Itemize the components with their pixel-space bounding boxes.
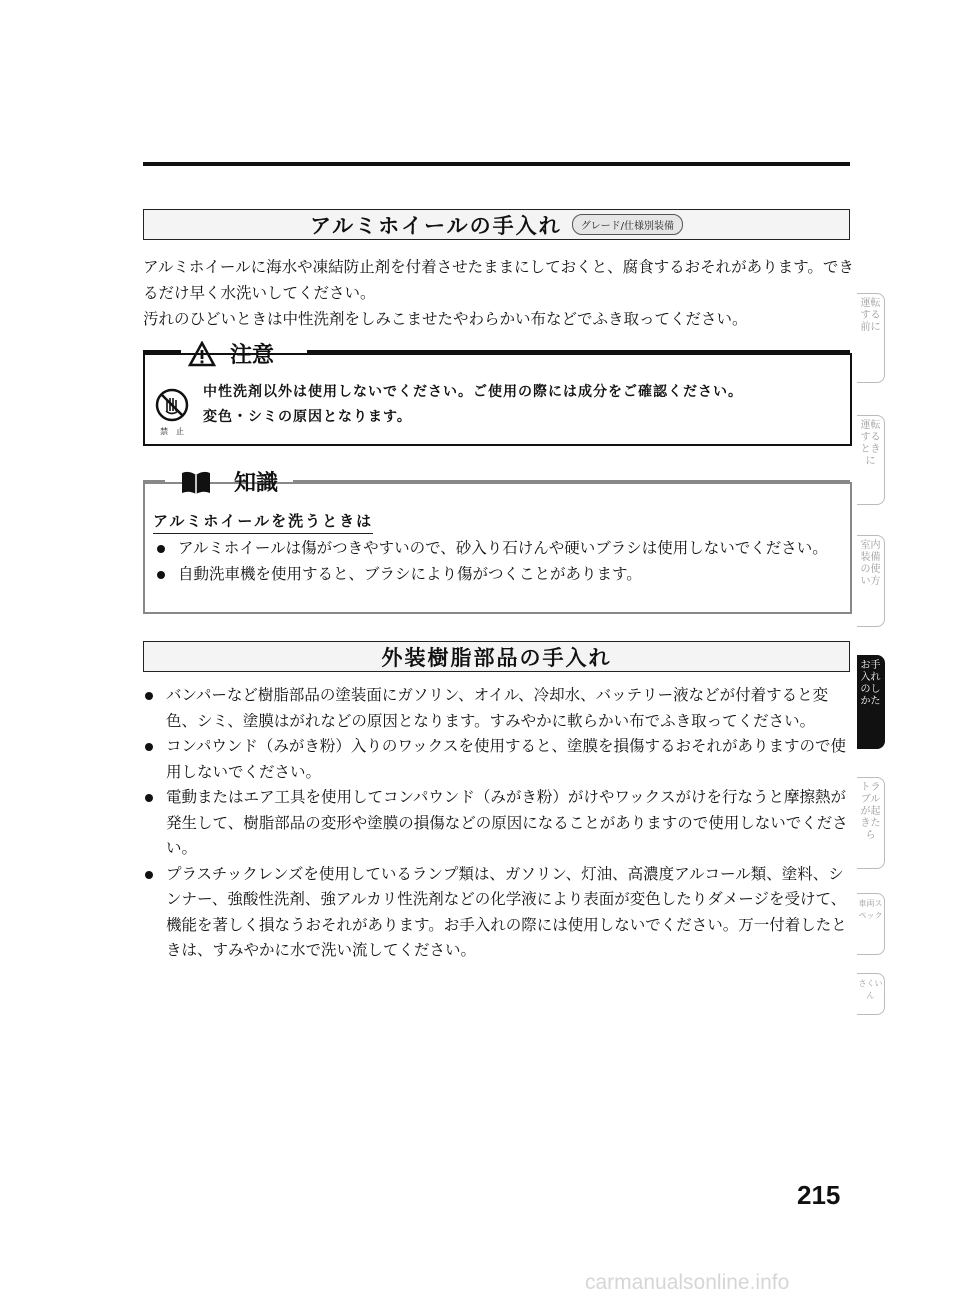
prohibit-marker [154,387,190,435]
resin-list [141,683,851,964]
watermark: carmanualsonline.info [585,1271,790,1294]
side-tab[interactable]: 運転するときに [857,415,885,505]
prohibit-label: 禁 止 [160,427,184,436]
section-header-wheel [143,209,850,240]
list-item: 電動またはエア工具を使用してコンパウンド（みがき粉）がけやワックスがけを行なうと摩擦熱が発生して、樹脂部品の変形や塗膜の損傷などの原因になることがありますので使用しないでください。 [141,785,851,862]
side-tab-active[interactable]: お手入れのしかた [857,655,885,749]
knowledge-heading [180,466,278,497]
side-tab[interactable]: 室内装備の使い方 [857,535,885,627]
section-title: 外装樹脂部品の手入れ [381,645,612,670]
section-title: アルミホイールの手入れ [309,213,562,238]
caution-text [203,380,843,430]
list-item: コンパウンド（みがき粉）入りのワックスを使用すると、塗膜を損傷するおそれがありますので使用しないでください。 [141,734,851,785]
prohibition-icon [154,387,190,423]
grade-badge: グレード/仕様別装備 [572,214,683,235]
list-item: 自動洗車機を使用すると、ブラシにより傷がつくことがあります。 [153,562,843,588]
side-tab[interactable]: さくいん [857,973,885,1015]
caution-line: 中性洗剤以外は使用しないでください。ご使用の際には成分をご確認ください。 [203,384,743,400]
caution-label: 注意 [230,343,275,368]
side-tab[interactable]: 車両スペック [857,893,885,955]
side-tab[interactable]: トラブルが起きたら [857,777,885,869]
list-item: アルミホイールは傷がつきやすいので、砂入り石けんや硬いブラシは使用しないでください。 [153,536,843,562]
list-item: バンパーなど樹脂部品の塗装面にガソリン、オイル、冷却水、バッテリー液などが付着すると変色、シミ、塗膜はがれなどの原因となります。すみやかに軟らかい布でふき取ってください。 [141,683,851,734]
knowledge-label: 知識 [234,471,279,496]
paragraph: 汚れのひどいときは中性洗剤をしみこませたやわらかい布などでふき取ってください。 [143,310,748,328]
page-number: 215 [797,1180,841,1210]
paragraph: アルミホイールに海水や凍結防止剤を付着させたままにしておくと、腐食するおそれがあります。できるだけ早く水洗いしてください。 [143,258,854,302]
book-icon [180,469,212,495]
knowledge-subtitle: アルミホイールを洗うときは [153,510,373,534]
caution-heading [188,338,274,369]
section-header-resin [143,641,850,672]
knowledge-list [153,536,843,587]
caution-line: 変色・シミの原因となります。 [203,409,412,425]
header-rule [143,162,850,166]
side-tab[interactable]: 運転する前に [857,293,885,383]
warning-icon [188,341,216,367]
list-item: プラスチックレンズを使用しているランプ類は、ガソリン、灯油、高濃度アルコール類、塗料、シンナー、強酸性洗剤、強アルカリ性洗剤などの化学液により表面が変色したりダメージを受けて、機能を著しく損なうおそれがあります。お手入れの際には使用しないでください。万一付着したときは、すみやかに水で洗い流してください。 [141,862,851,964]
